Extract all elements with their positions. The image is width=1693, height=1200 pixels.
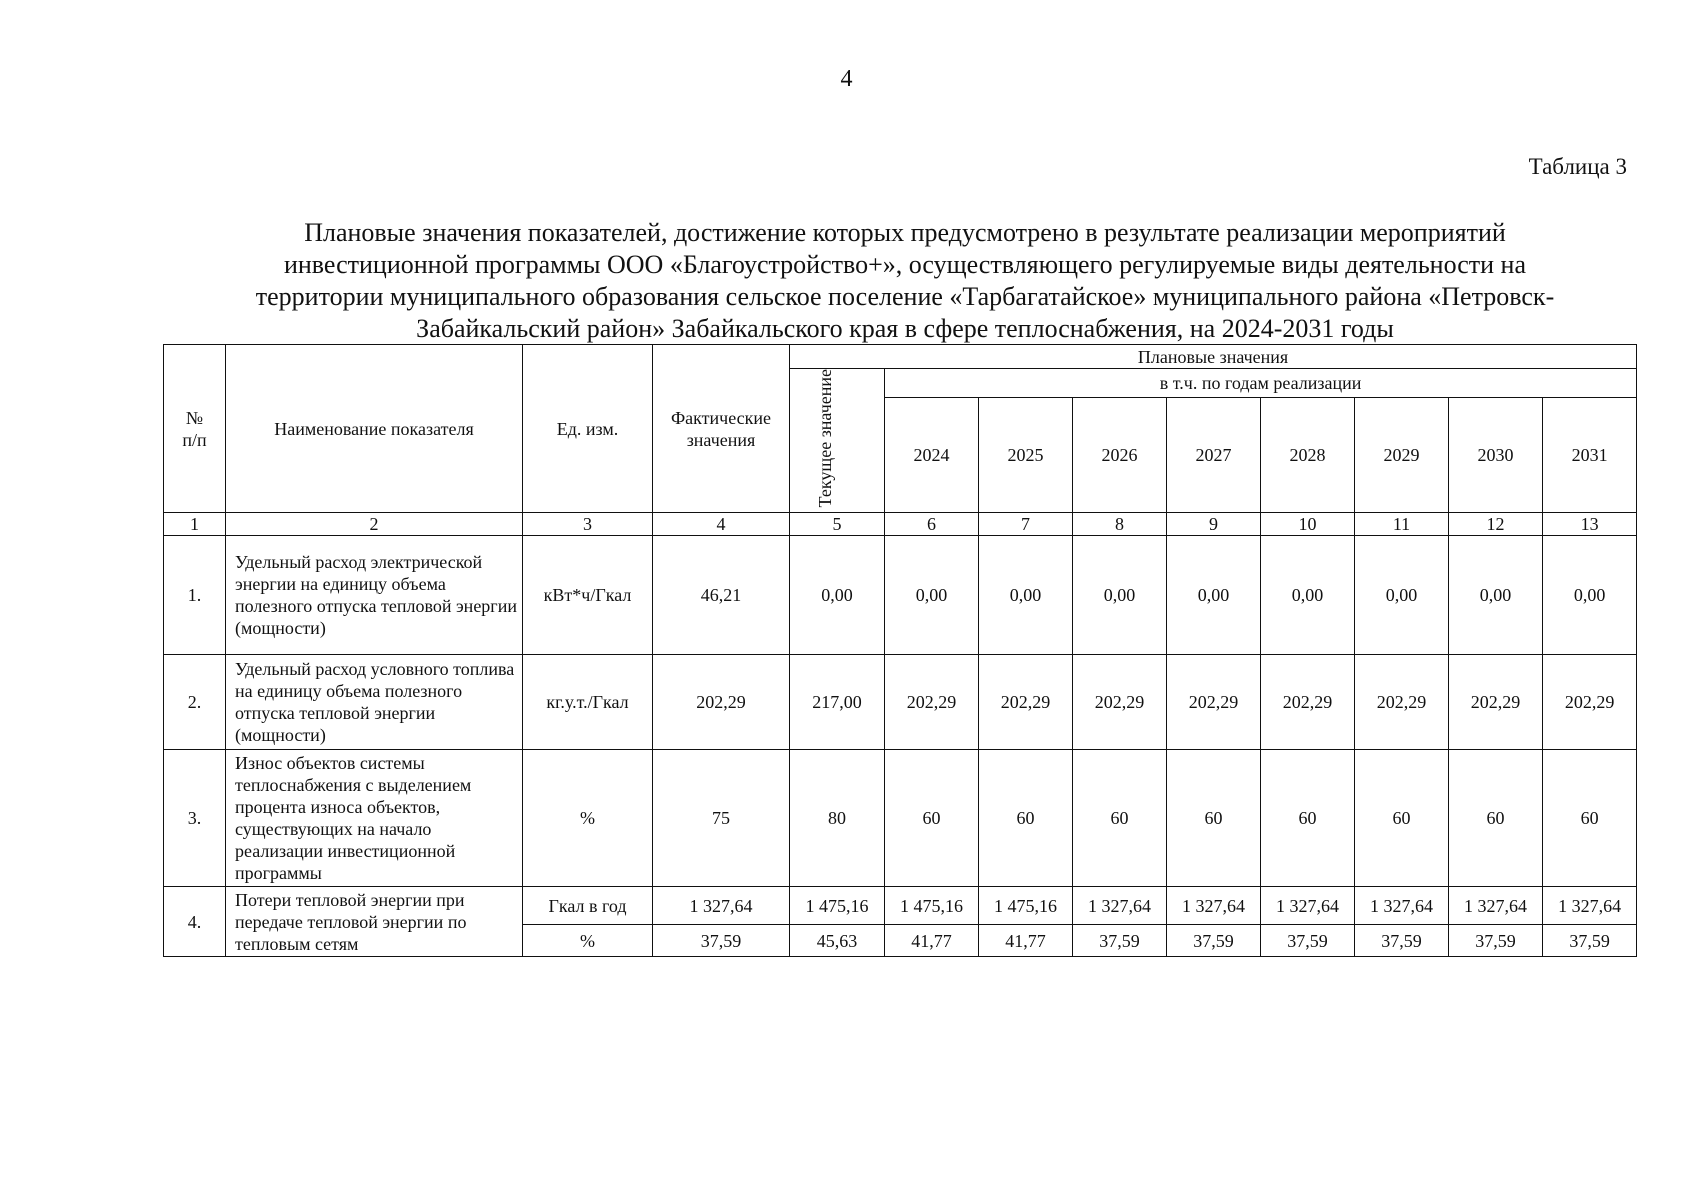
header-year-2029: 2029: [1355, 397, 1449, 513]
title-line: Забайкальский район» Забайкальского края в сфере теплоснабжения, на 2024-2031 годы: [416, 314, 1394, 343]
column-number: 4: [653, 513, 790, 536]
column-number: 3: [523, 513, 653, 536]
row-number: 2.: [164, 655, 226, 750]
column-number: 7: [979, 513, 1073, 536]
year-value-2031: 37,59: [1543, 925, 1637, 957]
year-value-2030: 37,59: [1449, 925, 1543, 957]
year-value-2031: 1 327,64: [1543, 887, 1637, 925]
current-value: 45,63: [790, 925, 885, 957]
header-current: [790, 369, 885, 513]
year-value-2028: 37,59: [1261, 925, 1355, 957]
actual-value: 202,29: [653, 655, 790, 750]
page-number: 4: [840, 66, 853, 92]
indicator-name: Потери тепловой энергии при передаче тепловой энергии по тепловым сетям: [226, 887, 523, 957]
year-value-2030: 0,00: [1449, 536, 1543, 655]
year-value-2030: 1 327,64: [1449, 887, 1543, 925]
indicator-name: Удельный расход электрической энергии на единицу объема полезного отпуска тепловой энергии (мощности): [226, 536, 523, 655]
year-value-2028: 60: [1261, 750, 1355, 887]
year-value-2026: 60: [1073, 750, 1167, 887]
header-year-2024: 2024: [885, 397, 979, 513]
year-value-2024: 41,77: [885, 925, 979, 957]
unit: %: [523, 750, 653, 887]
year-value-2025: 202,29: [979, 655, 1073, 750]
unit: Гкал в год: [523, 887, 653, 925]
header-year-2030: 2030: [1449, 397, 1543, 513]
unit: кВт*ч/Гкал: [523, 536, 653, 655]
document-title: [170, 217, 1640, 345]
year-value-2029: 0,00: [1355, 536, 1449, 655]
year-value-2027: 0,00: [1167, 536, 1261, 655]
year-value-2031: 202,29: [1543, 655, 1637, 750]
table-row: [164, 536, 1637, 655]
column-number: 11: [1355, 513, 1449, 536]
table-label: Таблица 3: [1528, 154, 1627, 179]
year-value-2029: 202,29: [1355, 655, 1449, 750]
header-year-2028: 2028: [1261, 397, 1355, 513]
unit: кг.у.т./Гкал: [523, 655, 653, 750]
row-number: 1.: [164, 536, 226, 655]
year-value-2028: 0,00: [1261, 536, 1355, 655]
current-value: 217,00: [790, 655, 885, 750]
actual-value: 75: [653, 750, 790, 887]
year-value-2026: 37,59: [1073, 925, 1167, 957]
year-value-2027: 60: [1167, 750, 1261, 887]
year-value-2026: 202,29: [1073, 655, 1167, 750]
title-line: территории муниципального образования сельское поселение «Тарбагатайское» муниципального района «Петровск-: [255, 282, 1555, 311]
header-current-label: Текущее значение: [815, 369, 835, 508]
indicator-name: Удельный расход условного топлива на единицу объема полезного отпуска тепловой энергии (мощности): [226, 655, 523, 750]
year-value-2024: 202,29: [885, 655, 979, 750]
column-number: 12: [1449, 513, 1543, 536]
year-value-2028: 1 327,64: [1261, 887, 1355, 925]
header-by-years: в т.ч. по годам реализации: [885, 369, 1637, 398]
header-unit: Ед. изм.: [523, 345, 653, 513]
year-value-2030: 202,29: [1449, 655, 1543, 750]
year-value-2025: 1 475,16: [979, 887, 1073, 925]
column-number: 1: [164, 513, 226, 536]
header-year-2027: 2027: [1167, 397, 1261, 513]
unit: %: [523, 925, 653, 957]
header-year-2025: 2025: [979, 397, 1073, 513]
header-actual: Фактические значения: [653, 345, 790, 513]
header-num: № п/п: [164, 345, 226, 513]
year-value-2026: 1 327,64: [1073, 887, 1167, 925]
title-line: инвестиционной программы ООО «Благоустройство+», осуществляющего регулируемые виды деятельности на: [283, 250, 1527, 279]
year-value-2029: 1 327,64: [1355, 887, 1449, 925]
table-row: [164, 887, 1637, 925]
column-number: 8: [1073, 513, 1167, 536]
year-value-2027: 37,59: [1167, 925, 1261, 957]
header-planned: Плановые значения: [790, 345, 1637, 369]
year-value-2025: 41,77: [979, 925, 1073, 957]
column-number: 5: [790, 513, 885, 536]
column-number-row: [164, 513, 1637, 536]
current-value: 80: [790, 750, 885, 887]
year-value-2031: 0,00: [1543, 536, 1637, 655]
header-name: Наименование показателя: [226, 345, 523, 513]
current-value: 1 475,16: [790, 887, 885, 925]
year-value-2025: 60: [979, 750, 1073, 887]
column-number: 9: [1167, 513, 1261, 536]
column-number: 13: [1543, 513, 1637, 536]
actual-value: 46,21: [653, 536, 790, 655]
row-number: 3.: [164, 750, 226, 887]
year-value-2027: 1 327,64: [1167, 887, 1261, 925]
current-value: 0,00: [790, 536, 885, 655]
year-value-2031: 60: [1543, 750, 1637, 887]
year-value-2030: 60: [1449, 750, 1543, 887]
actual-value: 1 327,64: [653, 887, 790, 925]
year-value-2029: 60: [1355, 750, 1449, 887]
actual-value: 37,59: [653, 925, 790, 957]
indicators-table: [163, 344, 1637, 957]
year-value-2028: 202,29: [1261, 655, 1355, 750]
year-value-2029: 37,59: [1355, 925, 1449, 957]
title-line: Плановые значения показателей, достижение которых предусмотрено в результате реализации мероприятий: [304, 218, 1506, 247]
year-value-2026: 0,00: [1073, 536, 1167, 655]
column-number: 2: [226, 513, 523, 536]
indicator-name: Износ объектов системы теплоснабжения с выделением процента износа объектов, существующих на начало реализации инвестиционной программы: [226, 750, 523, 887]
column-number: 10: [1261, 513, 1355, 536]
table-row: [164, 655, 1637, 750]
year-value-2027: 202,29: [1167, 655, 1261, 750]
year-value-2024: 1 475,16: [885, 887, 979, 925]
column-number: 6: [885, 513, 979, 536]
row-number: 4.: [164, 887, 226, 957]
header-year-2031: 2031: [1543, 397, 1637, 513]
year-value-2024: 60: [885, 750, 979, 887]
year-value-2025: 0,00: [979, 536, 1073, 655]
table-row: [164, 750, 1637, 887]
header-year-2026: 2026: [1073, 397, 1167, 513]
year-value-2024: 0,00: [885, 536, 979, 655]
